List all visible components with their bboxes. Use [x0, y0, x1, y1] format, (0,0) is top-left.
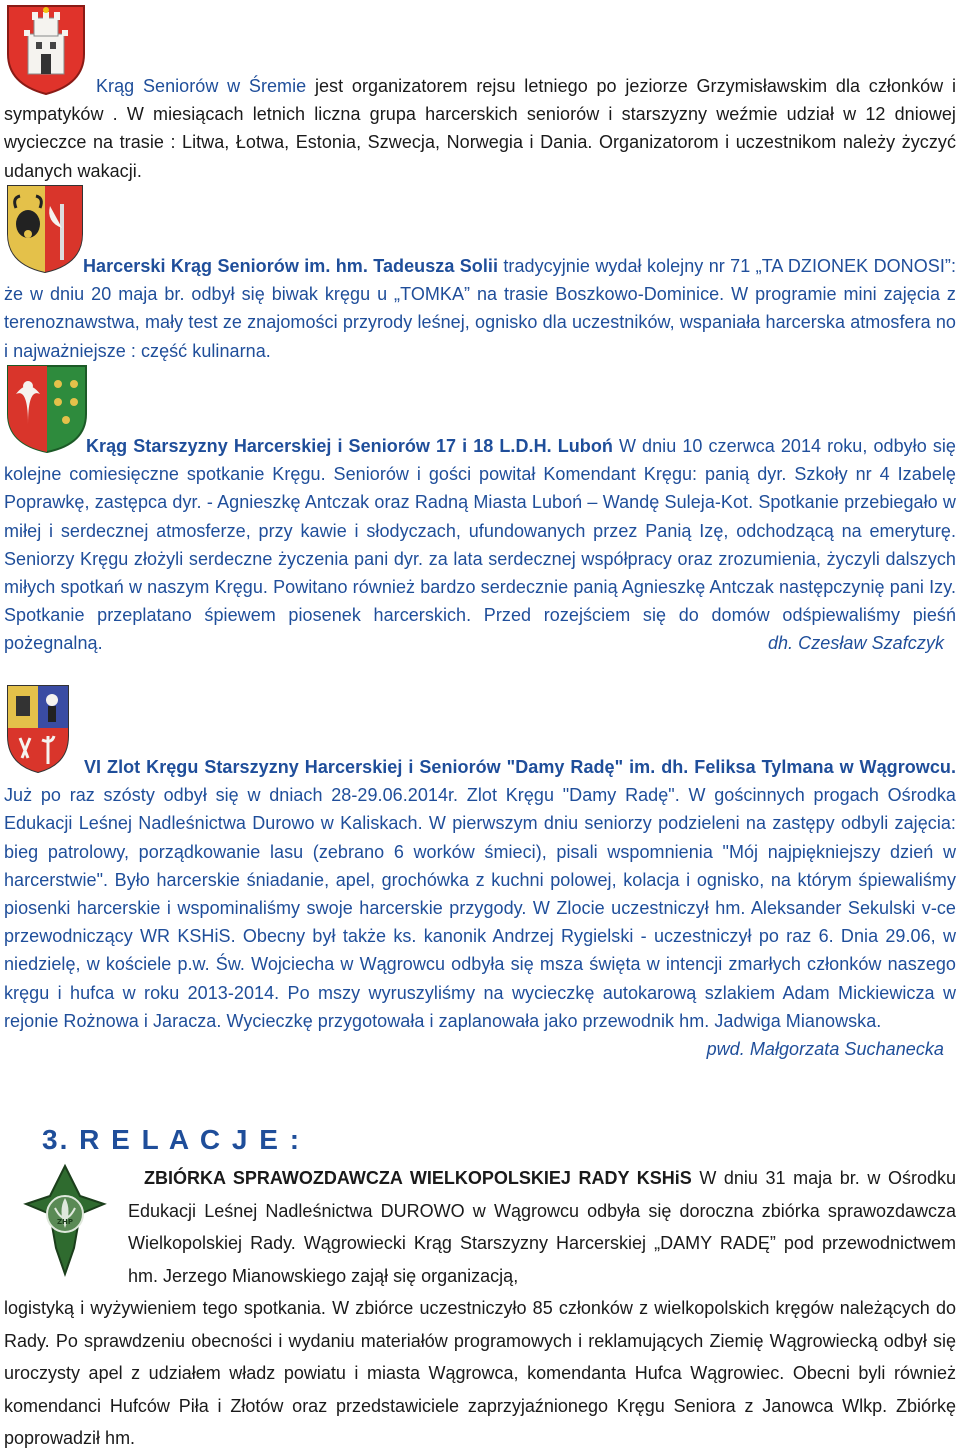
item-srem — [4, 72, 956, 185]
relacje-text-indented: W dniu 31 maja br. w Ośrodku Edukacji Leśnej Nadleśnictwa DUROWO w Wągrowcu odbyła się doroczna zbiórka sprawozdawcza Wielkopolskiej Rady. Wągrowiecki Krąg Starszyzny Harcerskiej „DAMY RADĘ” pod przewodnictwem hm. Jerzego Mianowskiego zajął się organizacją, — [128, 1168, 956, 1286]
item-lubon-signature: dh. Czesław Szafczyk — [767, 633, 944, 654]
item-lubon-paragraph — [4, 432, 956, 658]
section-heading: 3. R E L A C J E : — [42, 1124, 302, 1155]
item-tadeusz-solii — [4, 252, 956, 365]
item-wagrowiec-zlot-title: VI Zlot Kręgu Starszyzny Harcerskiej i Seniorów "Damy Radę" im. dh. Feliksa Tylmana w Wągrowcu. — [84, 757, 956, 777]
relacje-full-paragraph — [4, 1292, 956, 1455]
relacje-content — [4, 1162, 956, 1455]
item-wagrowiec-zlot — [4, 753, 956, 1063]
relacje-title: ZBIÓRKA SPRAWOZDAWCZA WIELKOPOLSKIEJ RADY KSHiS — [144, 1168, 692, 1188]
svg-text:ZHP: ZHP — [56, 1218, 74, 1226]
item-tadeusz-solii-text: tradycyjnie wydał kolejny nr 71 „TA DZIONEK DONOSI”: że w dniu 20 maja br. odbył się biwak kręgu u „TOMKA” na trasie Boszkowo-Dominice. W programie mini zajęcia z terenoznawstwa, mały test ze znajomości przyrody leśnej, ognisko dla uczestników, wspaniała harcerska atmosfera no i najważniejsze : część kulinarna. — [4, 256, 956, 361]
item-srem-text: jest organizatorem rejsu letniego po jeziorze Grzymisławskim dla członków i sympatyków . W miesiącach letnich liczna grupa harcerskich seniorów i starszyzny weźmie udział w 12 dniowej wycieczce na trasie : Litwa, Łotwa, Estonia, Szwecja, Norwegia i Dania. Organizatorom i uczestnikom należy życzyć udanych wakacji. — [4, 76, 957, 181]
item-tadeusz-solii-title: Harcerski Krąg Seniorów im. hm. Tadeusza Solii — [83, 256, 498, 276]
item-srem-paragraph — [4, 72, 956, 185]
item-wagrowiec-zlot-text: Już po raz szósty odbył się w dniach 28-29.06.2014r. Zlot Kręgu "Damy Radę". W gościnnych progach Ośrodka Edukacji Leśnej Nadleśnictwa Durowo w Kaliskach. W pierwszym dniu seniorzy podzieleni na zastępy odbyli zajęcia: bieg patrolowy, porządkowanie lasu (zebrano 6 worków śmieci), pisali wspomnienia "Mój najpiękniejszy dzień w harcerstwie". Było harcerskie śniadanie, apel, grochówka z kuchni polowej, kolacja i ognisko, na którym śpiewaliśmy piosenki harcerskie i wspominaliśmy swoje harcerskie przygody. W Zlocie uczestniczył hm. Aleksander Sekulski v-ce przewodniczący WR KSHiS. Obecny był także ks. kanonik Andrzej Rygielski - uczestniczył po raz 6. Dnia 29.06, w niedzielę, w kościele p.w. Św. Wojciecha w Wągrowcu odbyła się msza święta w intencji zmarłych członków naszego kręgu i hufca w roku 2013-2014. Po mszy wyruszyliśmy na wycieczkę autokarową szlakiem Adam Mickiewicza w rejonie Rożnowa i Jaracza. Wycieczkę przygotowała i zaplanowała jako przewodnik hm. Jadwiga Mianowska. — [4, 785, 956, 1031]
item-wagrowiec-zlot-paragraph — [4, 753, 956, 1060]
relacje-text-full: logistyką i wyżywieniem tego spotkania. W zbiórce uczestniczyło 85 członków z wielkopolskich kręgów należących do Rady. Po sprawdzeniu obecności i wydaniu materiałów programowych i reklamujących Ziemię Wągrowiecką odbył się uroczysty apel z udziałem władz powiatu i miasta Wągrowca, komendanta Hufca Wągrowiec. Obecni byli również komendanci Hufców Piła i Złotów oraz przedstawiciele zaprzyjaźnionego Kręgu Seniora z Janowca Wlkp. Zbiórkę poprowadził hm. — [4, 1298, 956, 1448]
item-tadeusz-solii-paragraph — [4, 252, 956, 365]
item-lubon — [4, 432, 956, 658]
item-lubon-text: W dniu 10 czerwca 2014 roku, odbyło się kolejne comiesięczne spotkanie Kręgu. Seniorów i gości powitał Komendant Kręgu: panią dyr. Szkoły nr 4 Izabelę Poprawkę, zastępca dyr. - Agnieszkę Antczak oraz Radną Miasta Luboń – Wandę Suleja-Kot. Spotkanie przebiegało w miłej i serdecznej atmosferze, przy kawie i słodyczach, ufundowanych przez Panią Izę, odchodzącą na emeryturę. Seniorzy Kręgu złożyli serdeczne życzenia pani dyr. za lata serdecznej współpracy oraz zrozumienia, życzyli dalszych miłych spotkań w naszym Kręgu. Powitano również bardzo serdecznie panią Agnieszkę Antczak następczynię pani Izy. Spotkanie przeplatano śpiewem piosenek harcerskich. Przed rozejściem się do domów odśpiewaliśmy pieśń pożegnalną. — [4, 436, 956, 654]
item-srem-title: Krąg Seniorów w Śremie — [96, 76, 307, 96]
item-wagrowiec-zlot-signature: pwd. Małgorzata Suchanecka — [706, 1039, 944, 1060]
item-lubon-title: Krąg Starszyzny Harcerskiej i Seniorów 17 i 18 L.D.H. Luboń — [86, 436, 613, 456]
relacje-indented-paragraph — [4, 1162, 956, 1292]
